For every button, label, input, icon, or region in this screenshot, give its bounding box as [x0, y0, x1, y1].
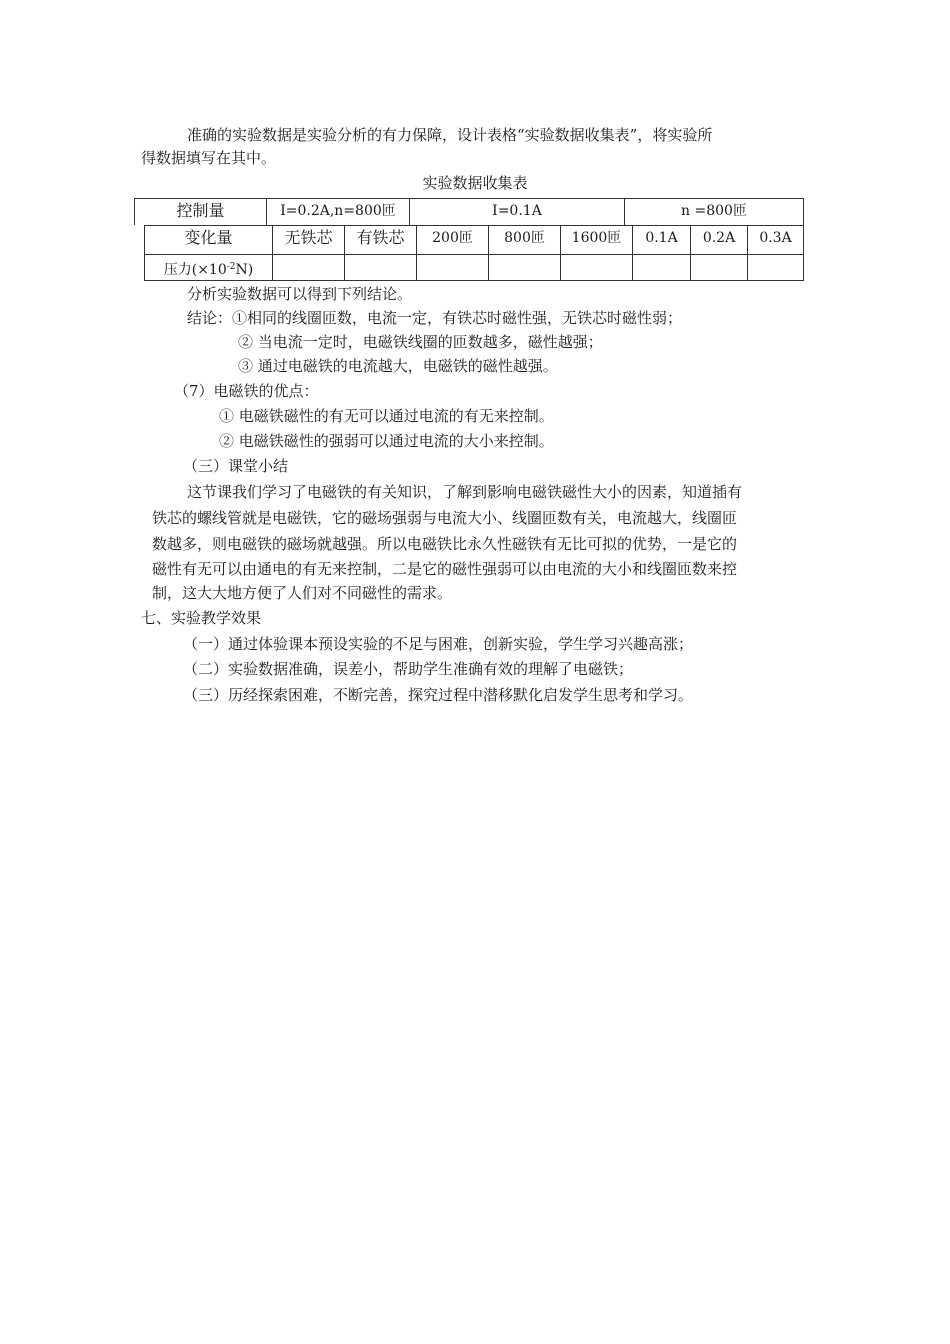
- table-cell-pressure-label: [144, 254, 272, 281]
- summary-line: 制，这大大地方便了人们对不同磁性的需求。: [152, 584, 453, 602]
- intro-line-1: 准确的实验数据是实验分析的有力保障，设计表格“实验数据收集表”，将实验所: [187, 126, 713, 144]
- summary-line: 磁性有无可以由通电的有无来控制，二是它的磁性强弱可以由电流的大小和线圈匝数来控: [152, 560, 738, 578]
- table-cell-control-group-2: I=0.1A: [409, 198, 624, 225]
- table-cell-pressure-value: [416, 254, 488, 281]
- intro-line-2: 得数据填写在其中。: [141, 149, 277, 167]
- effect-item: （三）历经探索困难，不断完善，探究过程中潜移默化启发学生思考和学习。: [183, 686, 694, 704]
- section-7-heading: 七、实验教学效果: [141, 609, 262, 627]
- table-cell-variable-200-turns: 200匝: [416, 225, 488, 254]
- table-cell-pressure-value: [272, 254, 344, 281]
- table-cell-control-group-3: n =800匝: [624, 198, 804, 225]
- table-cell-control-group-1: I=0.2A,n=800匝: [266, 198, 409, 225]
- analysis-text: 分析实验数据可以得到下列结论。: [187, 285, 413, 303]
- table-cell-pressure-value: [344, 254, 416, 281]
- pressure-label-exponent: -2: [226, 262, 236, 272]
- effect-item: （一）通过体验课本预设实验的不足与困难，创新实验，学生学习兴趣高涨；: [183, 635, 694, 653]
- summary-line: 数越多，则电磁铁的磁场就越强。所以电磁铁比永久性磁铁有无比可拟的优势，一是它的: [152, 535, 738, 553]
- pressure-label-suffix: N): [235, 262, 254, 278]
- summary-line: 这节课我们学习了电磁铁的有关知识，了解到影响电磁铁磁性大小的因素，知道插有: [187, 483, 743, 501]
- conclusion-2: ② 当电流一定时，电磁铁线圈的匝数越多，磁性越强；: [238, 333, 603, 351]
- summary-line: 铁芯的螺线管就是电磁铁，它的磁场强弱与电流大小、线圈匝数有关，电流越大，线圈匝: [152, 509, 738, 527]
- table-cell-pressure-value: [632, 254, 690, 281]
- table-cell-pressure-value: [690, 254, 747, 281]
- advantage-2: ② 电磁铁磁性的强弱可以通过电流的大小来控制。: [219, 432, 554, 450]
- advantages-heading: （7）电磁铁的优点：: [174, 382, 319, 400]
- table-caption: 实验数据收集表: [422, 174, 528, 192]
- effect-item: （二）实验数据准确，误差小，帮助学生准确有效的理解了电磁铁；: [183, 660, 634, 678]
- table-cell-variable-label: 变化量: [144, 225, 272, 254]
- table-cell-variable-with-core: 有铁芯: [344, 225, 416, 254]
- table-cell-variable-0-2a: 0.2A: [690, 225, 747, 254]
- conclusion-3: ③ 通过电磁铁的电流越大，电磁铁的磁性越强。: [238, 357, 558, 375]
- table-cell-pressure-value: [488, 254, 560, 281]
- pressure-label-prefix: 压力(×10: [163, 262, 227, 278]
- conclusion-1: 结论：①相同的线圈匝数，电流一定，有铁芯时磁性强，无铁芯时磁性弱；: [187, 309, 683, 327]
- table-cell-pressure-value: [560, 254, 632, 281]
- table-cell-control-label: 控制量: [134, 198, 266, 225]
- table-cell-variable-800-turns: 800匝: [488, 225, 560, 254]
- table-cell-variable-0-1a: 0.1A: [632, 225, 690, 254]
- table-cell-variable-0-3a: 0.3A: [747, 225, 804, 254]
- table-cell-variable-1600-turns: 1600匝: [560, 225, 632, 254]
- table-cell-pressure-value: [747, 254, 804, 281]
- table-cell-variable-no-core: 无铁芯: [272, 225, 344, 254]
- summary-heading: （三）课堂小结: [183, 457, 289, 475]
- advantage-1: ① 电磁铁磁性的有无可以通过电流的有无来控制。: [219, 407, 554, 425]
